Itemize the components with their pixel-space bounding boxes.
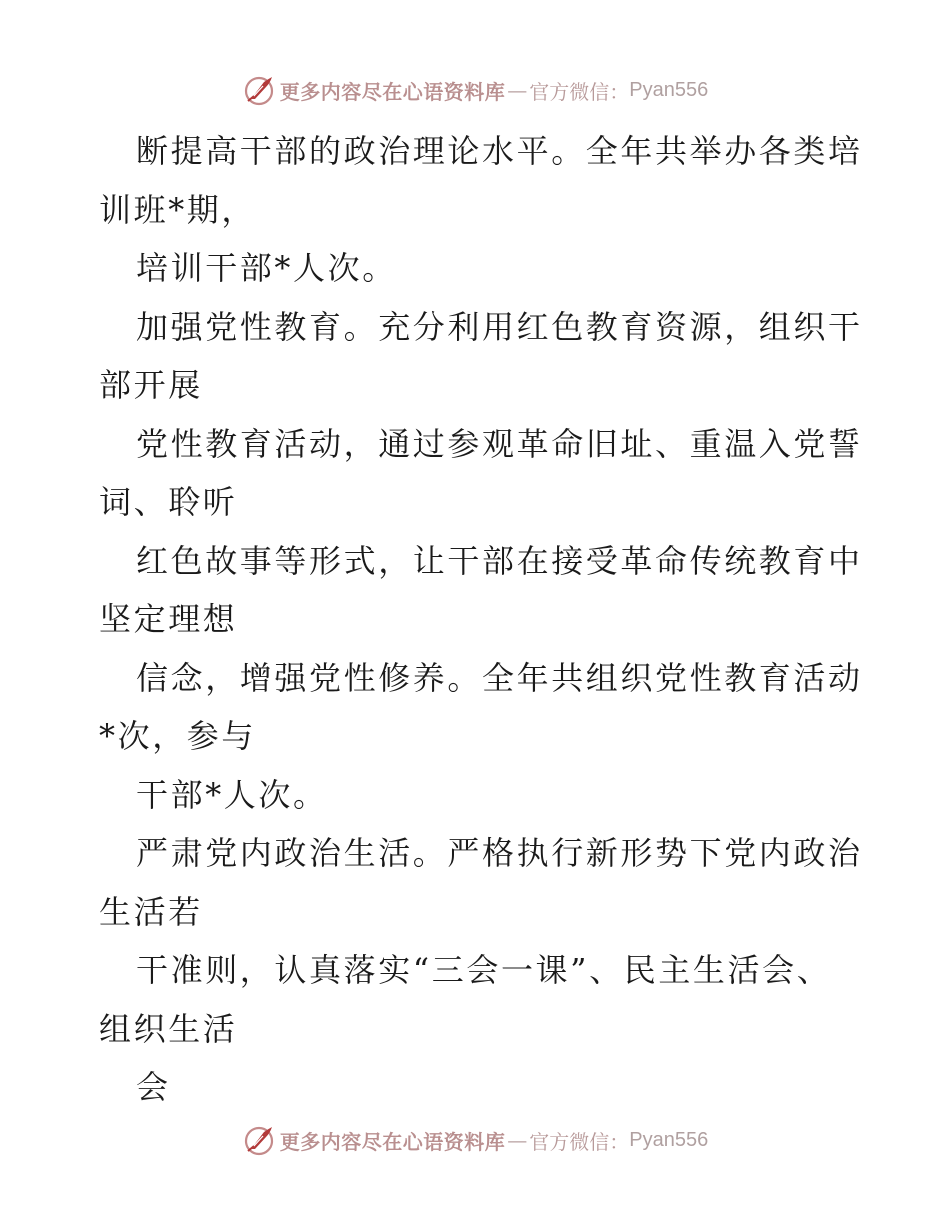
banner-wechat-label: 官方微信： bbox=[529, 79, 630, 104]
document-body bbox=[99, 122, 863, 1117]
text-line: 坚定理想 bbox=[99, 600, 238, 638]
text-line: 干准则，认真落实“三会一课”、民主生活会、 bbox=[136, 951, 832, 989]
feather-pen-logo-icon bbox=[242, 1123, 276, 1157]
header-watermark-banner bbox=[0, 70, 950, 110]
text-line: 断提高干部的政治理论水平。全年共举办各类培 bbox=[136, 132, 863, 170]
text-line: 加强党性教育。充分利用红色教育资源，组织干 bbox=[136, 307, 863, 346]
banner-wechat-id: Pyan556 bbox=[629, 78, 709, 101]
text-line: 组织生活 bbox=[99, 1009, 238, 1048]
text-line: 训班*期， bbox=[99, 190, 257, 229]
banner-wechat-id: Pyan556 bbox=[629, 1128, 709, 1151]
text-line: *次，参与 bbox=[99, 717, 257, 755]
feather-pen-logo-icon bbox=[242, 73, 276, 107]
text-line: 培训干部*人次。 bbox=[136, 249, 397, 287]
text-line: 生活若 bbox=[99, 892, 203, 931]
text-line: 红色故事等形式，让干部在接受革命传统教育中 bbox=[136, 541, 863, 580]
text-line: 干部*人次。 bbox=[136, 775, 328, 814]
text-line: 部开展 bbox=[99, 366, 203, 404]
footer-watermark-banner bbox=[0, 1120, 950, 1160]
text-line: 严肃党内政治生活。严格执行新形势下党内政治 bbox=[136, 834, 863, 872]
banner-separator: — bbox=[507, 1128, 528, 1152]
banner-brand-text: 更多内容尽在心语资料库 bbox=[279, 79, 506, 104]
text-line: 会 bbox=[136, 1068, 171, 1106]
text-line: 信念，增强党性修养。全年共组织党性教育活动 bbox=[136, 658, 863, 697]
banner-separator: — bbox=[507, 78, 528, 102]
banner-wechat-label: 官方微信： bbox=[529, 1129, 630, 1154]
banner-brand-text: 更多内容尽在心语资料库 bbox=[279, 1129, 506, 1154]
text-line: 词、聆听 bbox=[99, 483, 238, 521]
text-line: 党性教育活动，通过参观革命旧址、重温入党誓 bbox=[136, 424, 863, 463]
